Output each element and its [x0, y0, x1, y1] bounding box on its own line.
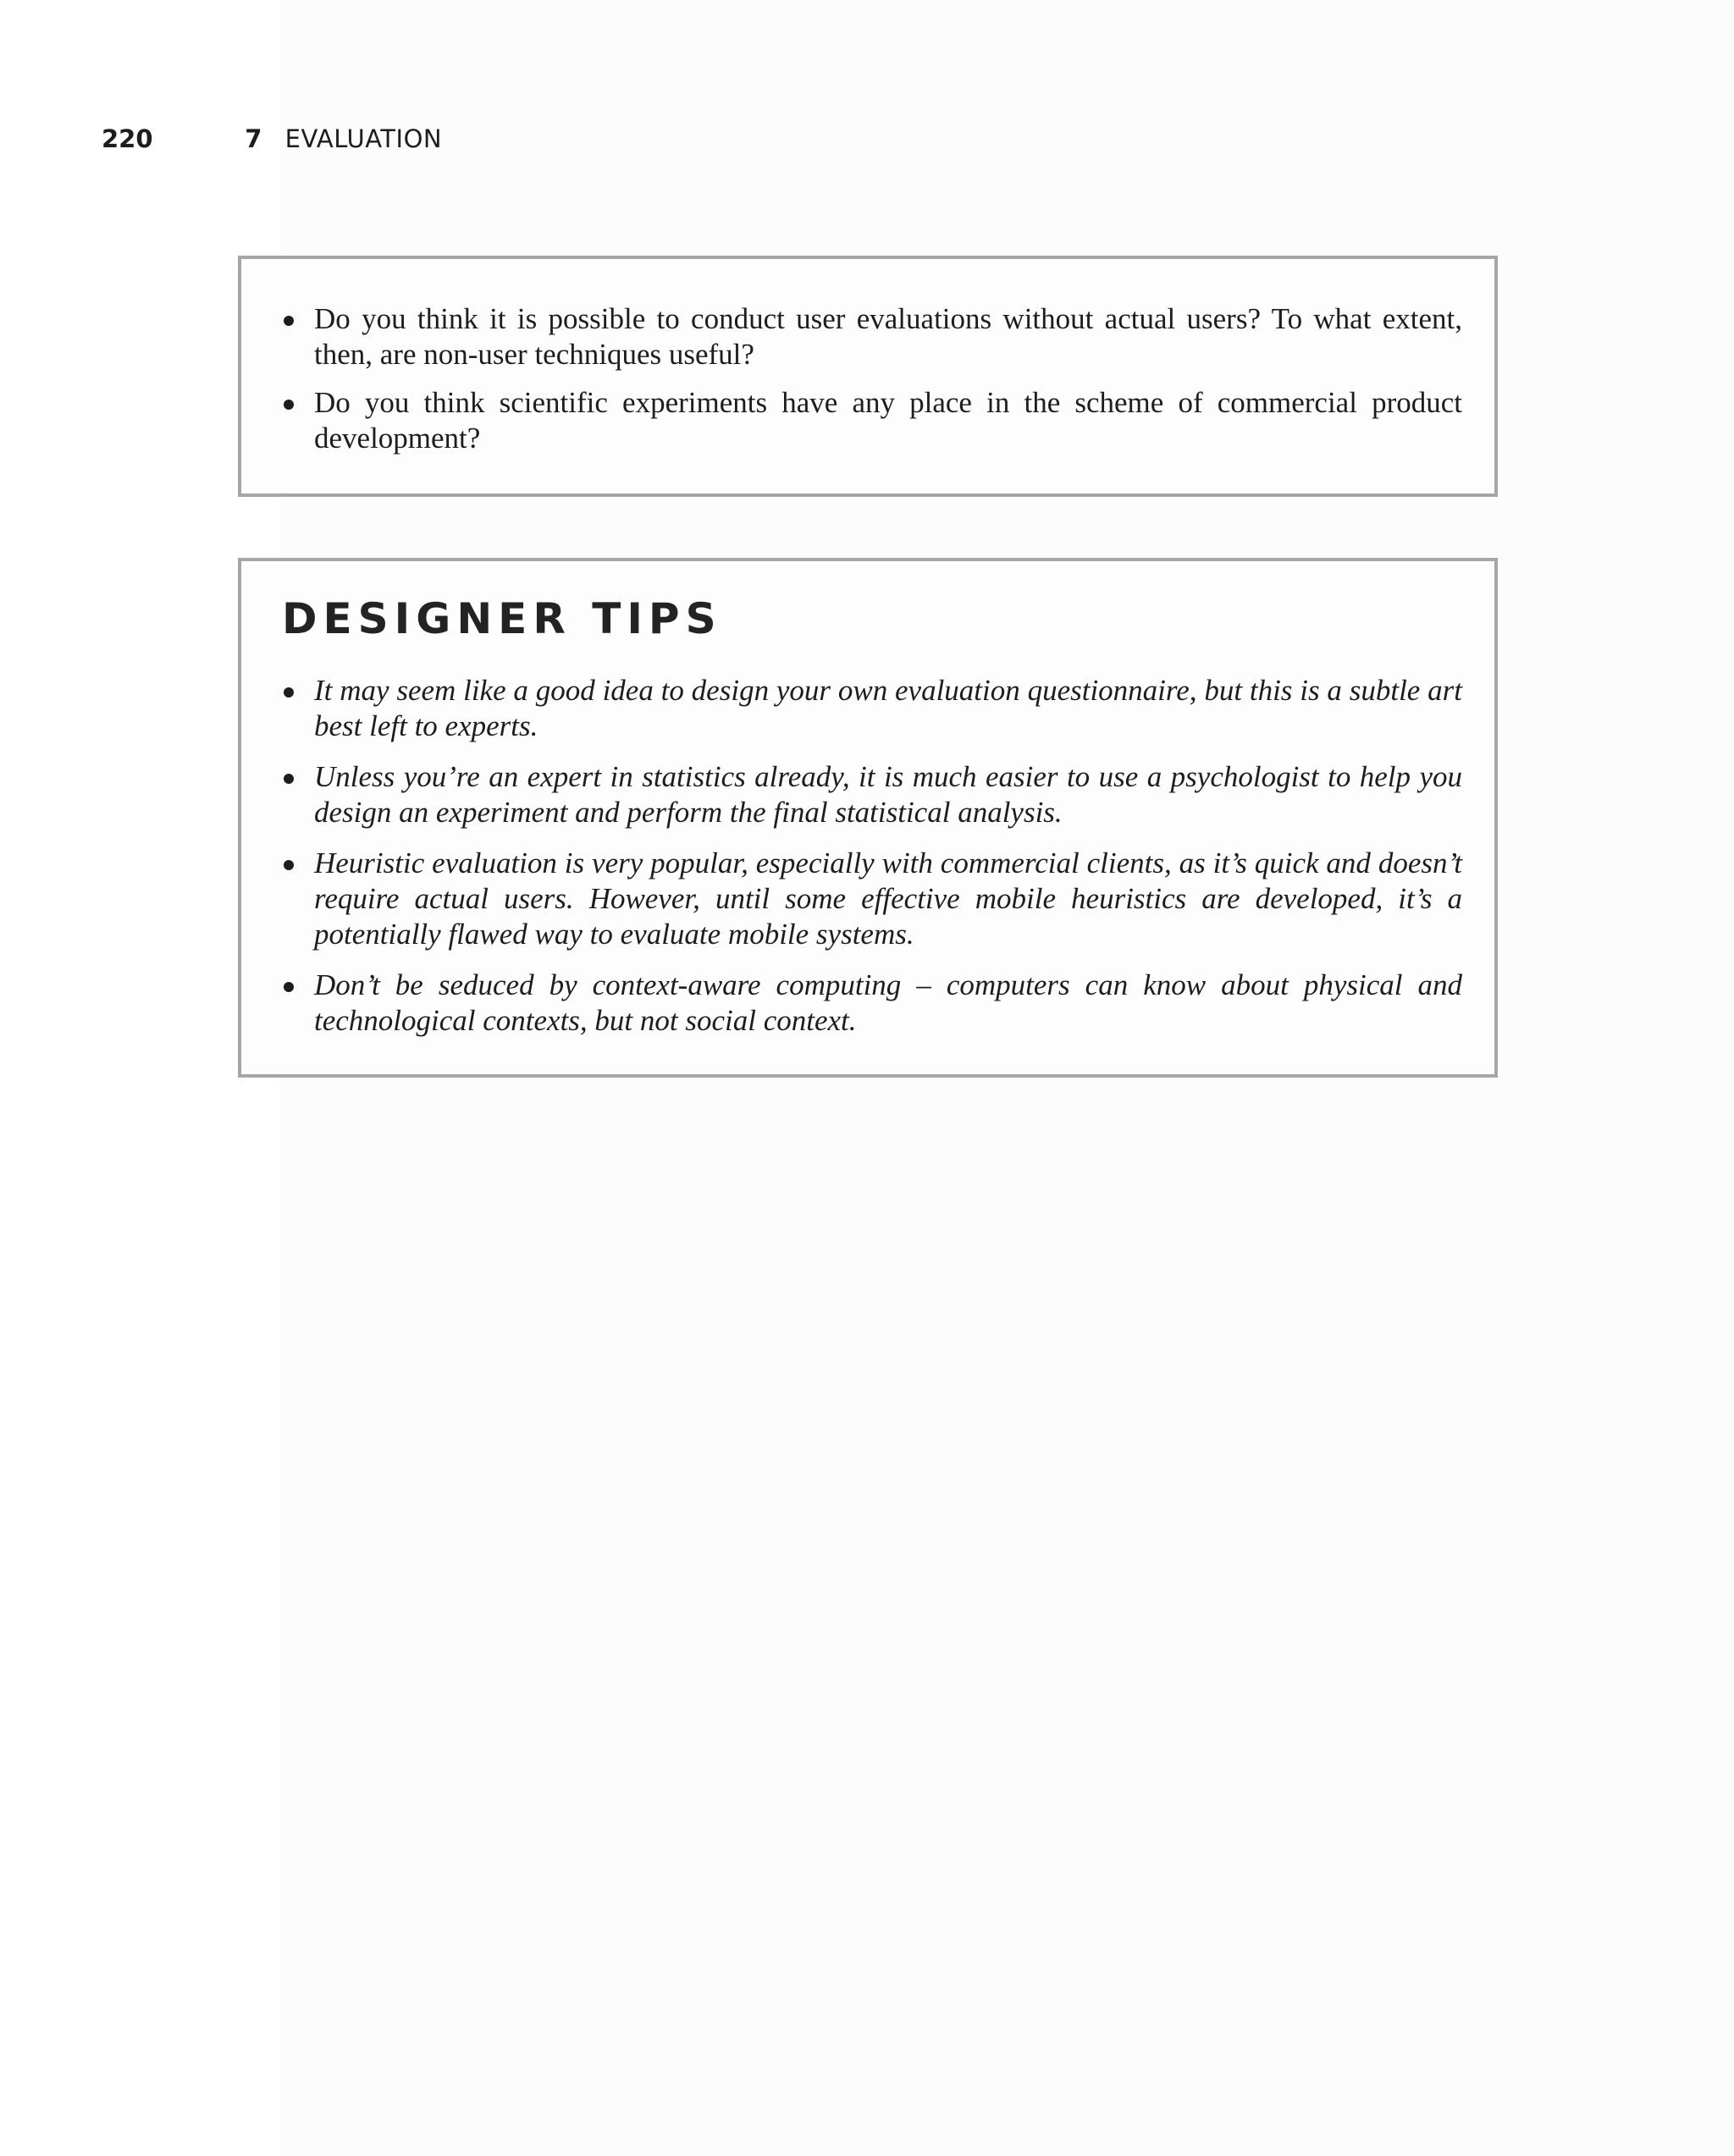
question-item: Do you think scientific experiments have any place in the scheme of commercial product development?	[282, 385, 1462, 456]
discussion-questions-box	[238, 256, 1498, 497]
chapter-title: EVALUATION	[284, 124, 443, 153]
chapter-number: 7	[245, 124, 262, 153]
tip-item: Heuristic evaluation is very popular, especially with commercial clients, as it’s quick and doesn’t require actual users. However, until some effective mobile heuristics are developed, it’s a potentially flawed way to evaluate mobile systems.	[282, 846, 1462, 952]
tips-list	[282, 673, 1462, 1039]
designer-tips-heading: DESIGNER TIPS	[282, 594, 722, 643]
designer-tips-box	[238, 558, 1498, 1078]
page-number: 220	[102, 124, 153, 153]
tip-item: Don’t be seduced by context-aware computing – computers can know about physical and technological contexts, but not social context.	[282, 968, 1462, 1039]
running-head	[102, 122, 442, 156]
tip-item: Unless you’re an expert in statistics already, it is much easier to use a psychologist to help you design an experiment and perform the final statistical analysis.	[282, 759, 1462, 830]
question-item: Do you think it is possible to conduct user evaluations without actual users? To what extent, then, are non-user techniques useful?	[282, 301, 1462, 372]
tip-item: It may seem like a good idea to design your own evaluation questionnaire, but this is a subtle art best left to experts.	[282, 673, 1462, 744]
question-list	[282, 301, 1462, 456]
